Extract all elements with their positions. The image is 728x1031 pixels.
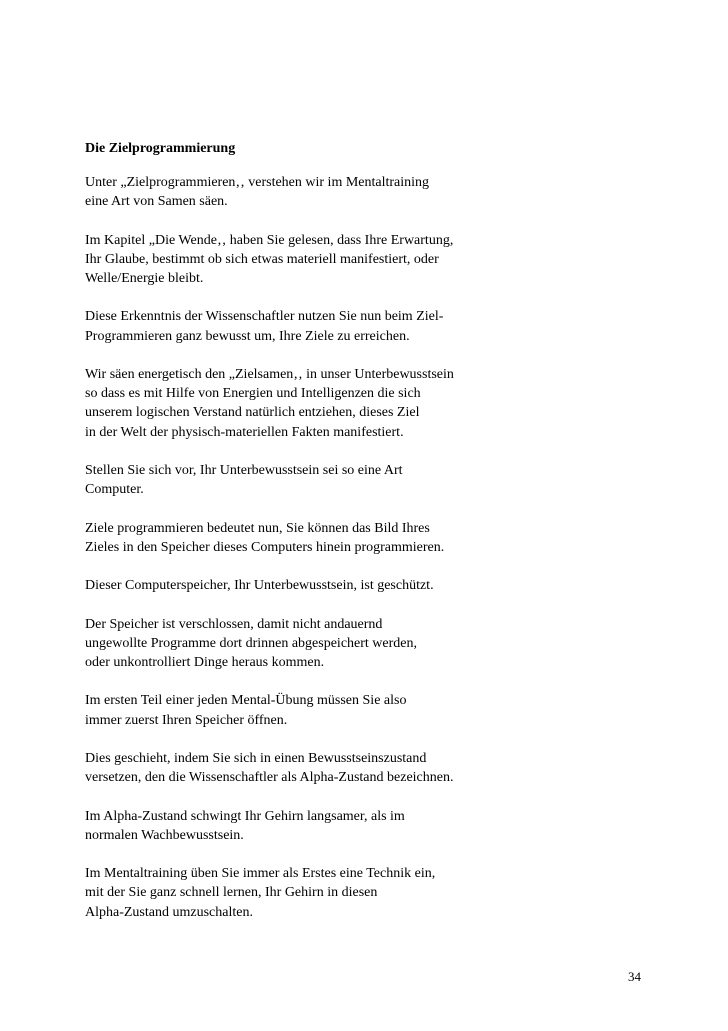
text-line: unserem logischen Verstand natürlich entziehen, dieses Ziel (85, 405, 420, 421)
text-line: Im Mentaltraining üben Sie immer als Erstes eine Technik ein, (85, 866, 436, 882)
paragraph (85, 691, 454, 729)
paragraph (85, 807, 454, 845)
text-line: Ihr Glaube, bestimmt ob sich etwas materiell manifestiert, oder (85, 251, 439, 267)
text-line: oder unkontrolliert Dinge heraus kommen. (85, 654, 325, 670)
text-line: Ziele programmieren bedeutet nun, Sie können das Bild Ihres (85, 520, 430, 536)
text-line: Dies geschieht, indem Sie sich in einen Bewusstseinszustand (85, 750, 427, 766)
text-line: mit der Sie ganz schnell lernen, Ihr Gehirn in diesen (85, 885, 378, 901)
paragraph (85, 307, 454, 345)
text-line: eine Art von Samen säen. (85, 194, 228, 210)
text-line: normalen Wachbewusstsein. (85, 827, 244, 843)
text-line: versetzen, den die Wissenschaftler als Alpha-Zustand bezeichnen. (85, 770, 454, 786)
paragraph (85, 365, 454, 442)
text-line: ungewollte Programme dort drinnen abgespeichert werden, (85, 635, 418, 651)
paragraph (85, 173, 454, 211)
text-line: in der Welt der physisch-materiellen Fakten manifestiert. (85, 424, 404, 440)
text-line: Stellen Sie sich vor, Ihr Unterbewusstsein sei so eine Art (85, 462, 403, 478)
text-line: Dieser Computerspeicher, Ihr Unterbewusstsein, ist geschützt. (85, 578, 434, 594)
paragraph (85, 519, 454, 557)
text-line: Unter „Zielprogrammieren‚‚ verstehen wir im Mentaltraining (85, 175, 430, 190)
page-number: 34 (628, 969, 641, 984)
text-line: Im ersten Teil einer jeden Mental-Übung müssen Sie also (85, 693, 407, 709)
text-line: Der Speicher ist verschlossen, damit nicht andauernd (85, 616, 383, 632)
text-line: immer zuerst Ihren Speicher öffnen. (85, 712, 288, 728)
paragraph (85, 864, 454, 922)
text-line: Wir säen energetisch den „Zielsamen‚‚ in unser Unterbewusstsein (85, 366, 454, 382)
paragraph (85, 576, 454, 595)
paragraph (85, 749, 454, 787)
paragraph (85, 231, 454, 289)
paragraph (85, 461, 454, 499)
text-line: Programmieren ganz bewusst um, Ihre Ziele zu erreichen. (85, 328, 410, 344)
text-line: Computer. (85, 482, 144, 498)
text-line: Diese Erkenntnis der Wissenschaftler nutzen Sie nun beim Ziel- (85, 309, 444, 325)
section-heading: Die Zielprogrammierung (85, 141, 236, 156)
body-text (85, 173, 454, 941)
text-line: Alpha-Zustand umzuschalten. (85, 904, 253, 920)
text-line: Zieles in den Speicher dieses Computers hinein programmieren. (85, 539, 445, 555)
text-line: so dass es mit Hilfe von Energien und Intelligenzen die sich (85, 386, 421, 402)
text-line: Im Kapitel „Die Wende‚‚ haben Sie gelesen, dass Ihre Erwartung, (85, 232, 454, 248)
text-line: Im Alpha-Zustand schwingt Ihr Gehirn langsamer, als im (85, 808, 405, 824)
text-line: Welle/Energie bleibt. (85, 271, 204, 286)
paragraph (85, 615, 454, 673)
